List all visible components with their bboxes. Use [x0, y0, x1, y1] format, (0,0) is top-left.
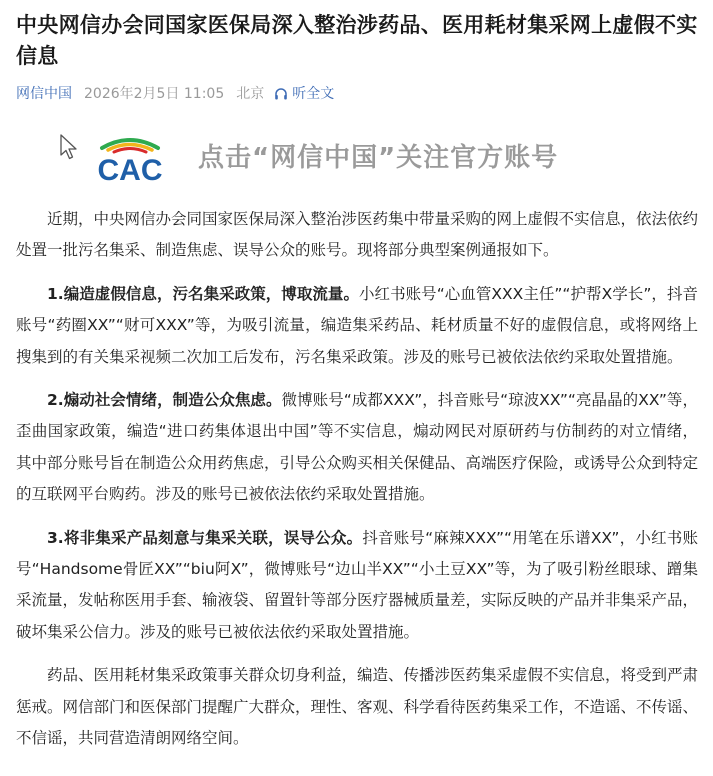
article-datetime: 2026年2月5日 11:05: [84, 86, 225, 102]
case-paragraph-2: [16, 385, 698, 511]
follow-banner[interactable]: [56, 128, 656, 188]
case-paragraph-3: [16, 523, 698, 649]
headphones-icon: [274, 87, 288, 101]
article-source-link[interactable]: 网信中国: [16, 86, 72, 102]
paragraph-text: 微博账号“成都XXX”，抖音账号“琼波XX”“亮晶晶的XX”等，歪曲国家政策，编造“进口药集体退出中国”等不实信息，煽动网民对原研药与仿制药的对立情绪，其中部分账号旨在制造公众用药焦虑，引导公众购买相关保健品、高端医疗保险，或诱导公众到特定的互联网平台购药。涉及的账号已被依法依约采取处置措施。: [16, 391, 699, 504]
paragraph-text: 抖音账号“麻辣XXX”“用笔在乐谱XX”，小红书账号“Handsome骨匠XX”“biu阿X”，微博账号“边山半XX”“小土豆XX”等，为了吸引粉丝眼球、蹭集采流量，发帖称医用手套、输液袋、留置针等部分医疗器械质量差，实际反映的产品并非集采产品，破坏集采公信力。涉及的账号已被依法依约采取处置措施。: [16, 528, 699, 641]
case-heading: 3.将非集采产品刻意与集采关联，误导公众。: [47, 528, 363, 547]
case-heading: 1.编造虚假信息，污名集采政策，博取流量。: [47, 284, 360, 303]
article-body: [16, 204, 698, 767]
listen-label: 听全文: [292, 86, 335, 102]
closing-paragraph: [16, 660, 698, 754]
case-heading: 2.煽动社会情绪，制造公众焦虑。: [47, 391, 282, 410]
paragraph-text: 近期，中央网信办会同国家医保局深入整治涉医药集中带量采购的网上虚假不实信息，依法依约处置一批污名集采、制造焦虑、误导公众的账号。现将部分典型案例通报如下。: [16, 210, 699, 260]
article-title: 中央网信办会同国家医保局深入整治涉药品、医用耗材集采网上虚假不实信息: [16, 13, 698, 68]
intro-paragraph: [16, 204, 698, 267]
cursor-icon: [60, 134, 78, 160]
article-location: 北京: [236, 86, 265, 102]
paragraph-text: 药品、医用耗材集采政策事关群众切身利益，编造、传播涉医药集采虚假不实信息，将受到严肃惩戒。网信部门和医保部门提醒广大群众，理性、客观、科学看待医药集采工作，不造谣、不传谣、不信谣，共同营造清朗网络空间。: [16, 666, 699, 748]
paragraph-text: 小红书账号“心血管XXX主任”“护帮X学长”，抖音账号“药圈XX”“财可XXX”等，为吸引流量，编造集采药品、耗材质量不好的虚假信息，或将网络上搜集到的有关集采视频二次加工后发布，污名集采政策。涉及的账号已被依法依约采取处置措施。: [16, 284, 698, 366]
listen-button[interactable]: [274, 84, 334, 104]
cac-logo-text: CAC: [97, 154, 163, 186]
article-meta: [16, 84, 334, 104]
banner-slogan: 点击“网信中国”关注官方账号: [198, 143, 559, 173]
case-paragraph-1: [16, 279, 698, 373]
cac-logo: [84, 130, 176, 186]
